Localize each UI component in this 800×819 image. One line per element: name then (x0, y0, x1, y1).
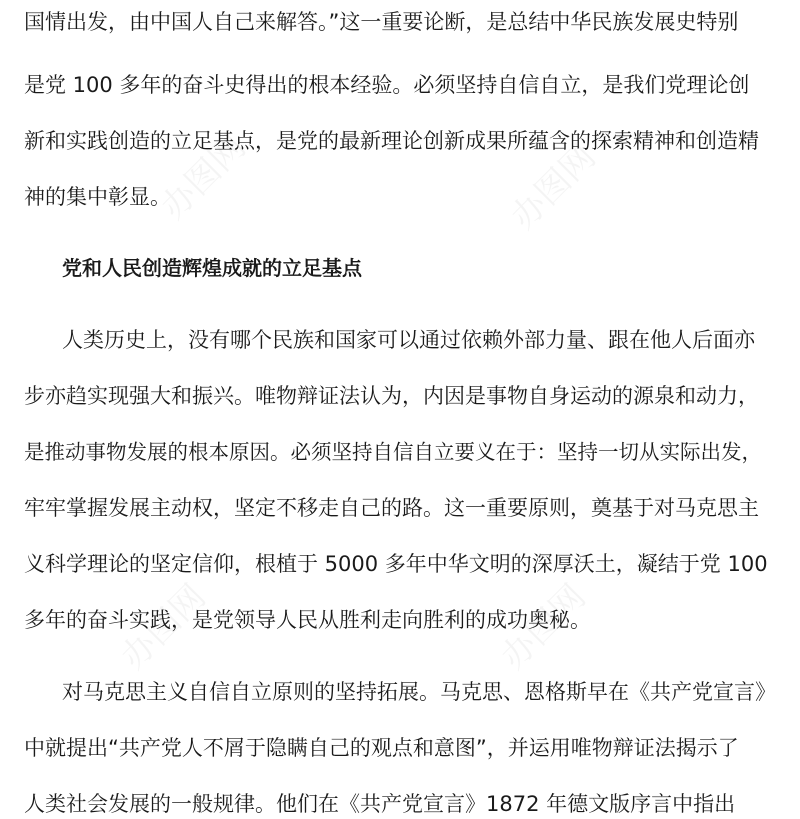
paragraph-line: 中就提出“共产党人不屑于隐瞒自己的观点和意图”，并运用唯物辩证法揭示了 (24, 736, 739, 760)
paragraph-line: 是党 100 多年的奋斗史得出的根本经验。必须坚持自信自立，是我们党理论创 (24, 73, 750, 97)
paragraph-line: 多年的奋斗实践，是党领导人民从胜利走向胜利的成功奥秘。 (24, 608, 591, 632)
paragraph-line: 对马克思主义自信自立原则的坚持拓展。马克思、恩格斯早在《共产党宣言》 (62, 680, 776, 704)
paragraph-line: 步亦趋实现强大和振兴。唯物辩证法认为，内因是事物自身运动的源泉和动力， (24, 384, 759, 408)
paragraph-line: 新和实践创造的立足基点，是党的最新理论创新成果所蕴含的探索精神和创造精 (24, 129, 759, 153)
paragraph-line: 义科学理论的坚定信仰，根植于 5000 多年中华文明的深厚沃土，凝结于党 100 (24, 552, 768, 576)
paragraph-line: 牢牢掌握发展主动权，坚定不移走自己的路。这一重要原则，奠基于对马克思主 (24, 496, 759, 520)
paragraph-line: 人类历史上，没有哪个民族和国家可以通过依赖外部力量、跟在他人后面亦 (62, 328, 755, 352)
paragraph-line: 国情出发，由中国人自己来解答。”这一重要论断，是总结中华民族发展史特别 (24, 10, 739, 34)
paragraph-line: 人类社会发展的一般规律。他们在《共产党宣言》1872 年德文版序言中指出 (24, 792, 736, 816)
paragraph-line: 是推动事物发展的根本原因。必须坚持自信自立要义在于：坚持一切从实际出发， (24, 440, 762, 464)
section-heading: 党和人民创造辉煌成就的立足基点 (62, 256, 362, 280)
paragraph-line: 神的集中彰显。 (24, 185, 171, 209)
